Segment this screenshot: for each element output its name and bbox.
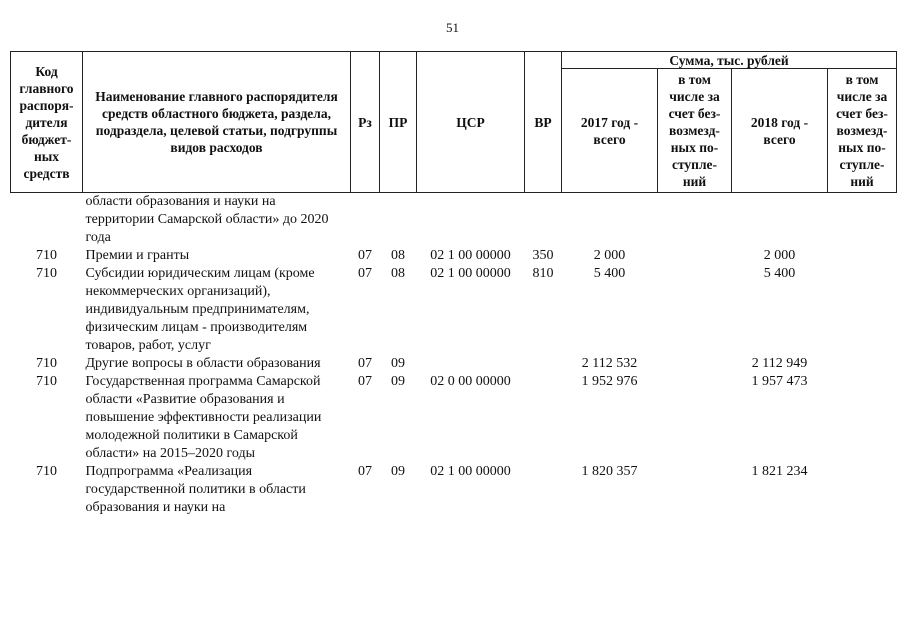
cell-free-2018	[828, 265, 897, 355]
table-header	[11, 52, 897, 193]
header-2018-total: 2018 год - всего	[732, 69, 828, 193]
header-vr: ВР	[525, 52, 562, 193]
header-2017-total: 2017 год - всего	[562, 69, 658, 193]
cell-rz	[351, 193, 380, 248]
cell-sum-2018: 2 000	[763, 248, 796, 263]
cell-free-2018	[828, 355, 897, 373]
cell-sum-2017: 1 820 357	[581, 464, 638, 479]
cell-free-2017	[658, 355, 732, 373]
cell-csr: 02 0 00 00000	[430, 374, 511, 389]
cell-vr: 350	[532, 248, 554, 263]
header-pr: ПР	[380, 52, 417, 193]
cell-sum-2017: 5 400	[593, 266, 626, 281]
cell-free-2017	[658, 265, 732, 355]
cell-name: Другие вопросы в области образования	[85, 356, 321, 371]
cell-pr: 09	[391, 356, 405, 371]
cell-rz: 07	[358, 356, 372, 371]
cell-code: 710	[36, 464, 57, 479]
cell-rz: 07	[358, 374, 372, 389]
table-row	[11, 265, 897, 355]
cell-name: Подпрограмма «Реализация государственной политики в области образования и науки на	[85, 464, 306, 515]
cell-sum-2018: 2 112 949	[751, 356, 808, 371]
header-name: Наименование главного распорядителя средств областного бюджета, раздела, подраздела, целевой статьи, подгруппы видов расходов	[83, 52, 351, 193]
cell-code: 710	[36, 356, 57, 371]
cell-sum-2017	[562, 193, 658, 248]
cell-free-2018	[828, 193, 897, 248]
cell-free-2017	[658, 463, 732, 517]
header-rz: Рз	[351, 52, 380, 193]
cell-csr: 02 1 00 00000	[430, 266, 511, 281]
cell-sum-2017: 1 952 976	[581, 374, 638, 389]
table-row	[11, 193, 897, 248]
cell-rz: 07	[358, 464, 372, 479]
cell-rz: 07	[358, 248, 372, 263]
table-row	[11, 355, 897, 373]
cell-sum-2018: 5 400	[763, 266, 796, 281]
cell-sum-2017: 2 000	[593, 248, 626, 263]
cell-sum-2018: 1 957 473	[751, 374, 808, 389]
header-code: Код главного распоря-дителя бюджет-ных средств	[11, 52, 83, 193]
cell-free-2018	[828, 463, 897, 517]
cell-sum-2018: 1 821 234	[751, 464, 808, 479]
cell-free-2017	[658, 193, 732, 248]
cell-pr: 08	[391, 266, 405, 281]
cell-free-2017	[658, 247, 732, 265]
cell-sum-2017: 2 112 532	[581, 356, 638, 371]
table-row	[11, 247, 897, 265]
cell-name: Субсидии юридическим лицам (кроме некоммерческих организаций), индивидуальным предпринимателям, физическим лицам - производителям товаров, работ, услуг	[85, 266, 315, 353]
cell-vr	[525, 463, 562, 517]
cell-pr: 09	[391, 464, 405, 479]
cell-vr	[525, 373, 562, 463]
header-2018-free: в том числе за счет без-возмезд-ных по-ступле-ний	[828, 69, 897, 193]
cell-name: Государственная программа Самарской области «Развитие образования и повышение эффективности реализации молодежной политики в Самарской области» на 2015–2020 годы	[85, 374, 322, 461]
cell-free-2018	[828, 247, 897, 265]
cell-free-2018	[828, 373, 897, 463]
cell-vr	[525, 355, 562, 373]
cell-rz: 07	[358, 266, 372, 281]
cell-pr	[380, 193, 417, 248]
cell-code: 710	[36, 248, 57, 263]
cell-name: Премии и гранты	[85, 248, 190, 263]
cell-pr: 09	[391, 374, 405, 389]
cell-name: области образования и науки на территории Самарской области» до 2020 года	[85, 194, 329, 245]
cell-csr	[417, 193, 525, 248]
cell-csr	[417, 355, 525, 373]
cell-vr: 810	[532, 266, 554, 281]
cell-csr: 02 1 00 00000	[430, 248, 511, 263]
cell-code: 710	[36, 374, 57, 389]
cell-free-2017	[658, 373, 732, 463]
cell-vr	[525, 193, 562, 248]
cell-code: 710	[36, 266, 57, 281]
table-row	[11, 373, 897, 463]
page-number: 51	[446, 20, 459, 35]
cell-pr: 08	[391, 248, 405, 263]
header-csr: ЦСР	[417, 52, 525, 193]
header-2017-free: в том числе за счет без-возмезд-ных по-ступле-ний	[658, 69, 732, 193]
budget-table	[10, 51, 897, 517]
header-sum-group: Сумма, тыс. рублей	[562, 52, 897, 69]
cell-code	[11, 193, 83, 248]
table-row	[11, 463, 897, 517]
cell-sum-2018	[732, 193, 828, 248]
cell-csr: 02 1 00 00000	[430, 464, 511, 479]
